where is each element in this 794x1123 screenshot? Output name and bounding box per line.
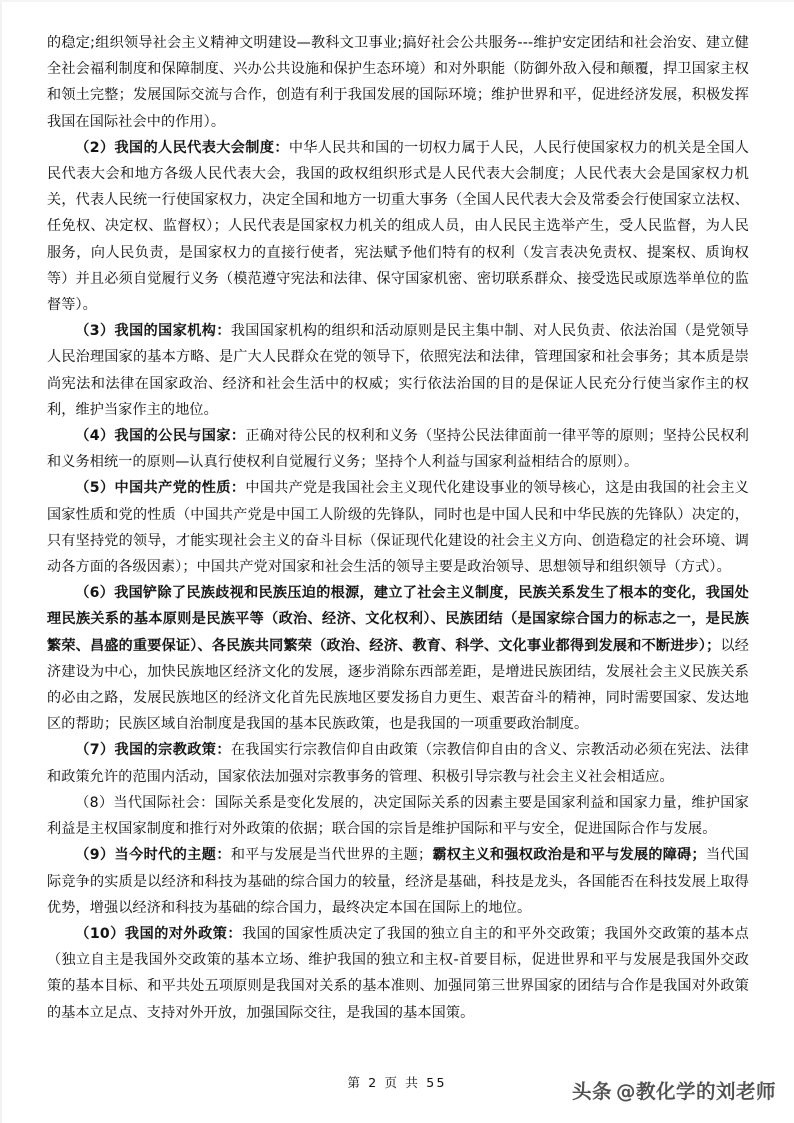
scan-edge-top	[0, 0, 794, 2]
paragraph-bold-head: （6）我国铲除了民族歧视和民族压迫的根源，建立了社会主义制度，民族关系发生了根本的变化，我国处理民族关系的基本原则是民族平等（政治、经济、文化权利）、民族团结（是国家综合国力的标志之一，是民族繁荣、昌盛的重要保证）、各民族共同繁荣（政治、经济、教育、科学、文化事业都得到发展和不断进步）；	[47, 585, 749, 654]
page-number: 第 2 页 共 55	[347, 1075, 447, 1090]
paragraph-text: 中国共产党是我国社会主义现代化建设事业的领导核心，这是由我国的社会主义国家性质和党的性质（中国共产党是中国工人阶级的先锋队，同时也是中国人民和中华民族的先锋队）决定的，只有坚持党的领导，才能实现社会主义的奋斗目标（保证现代化建设的社会主义方向、创造稳定的社会环境、调动各方面的各级因素）；中国共产党对国家和社会生活的领导主要是政治领导、思想领导和组织领导（方式）。	[47, 480, 750, 576]
paragraph-text: 正确对待公民的权利和义务（坚持公民法律面前一律平等的原则；坚持公民权利和义务相统一的原则—认真行使权利自觉履行义务；坚持个人利益与国家利益相结合的原则）。	[47, 428, 750, 471]
paragraph-lead: （4）我国的公民与国家：	[75, 428, 246, 445]
watermark-platform-label: 头条	[571, 1080, 612, 1103]
paragraph-lead: （10）我国的对外政策：	[75, 925, 243, 942]
paragraph-text: 我国国家机构的组织和活动原则是民主集中制、对人民负责、依法治国（是党领导人民治理国家的基本方略、是广大人民群众在党的领导下，依照宪法和法律，管理国家和社会事务；其本质是崇尚宪法和法律在国家政治、经济和社会生活中的权威；实行依法治国的目的是保证人民充分行使当家作主的权利，维护当家作主的地位。	[47, 323, 749, 418]
paragraph-lead: （2）我国的人民代表大会制度：	[75, 139, 289, 156]
paragraph-inline-bold: 霸权主义和强权政治是和平与发展的障碍；	[432, 847, 706, 864]
paragraph-item-2	[47, 135, 749, 318]
paragraph-item-7	[47, 737, 749, 789]
paragraph-text: 在我国实行宗教信仰自由政策（宗教信仰自由的含义、宗教活动必须在宪法、法律和政策允许的范围内活动，国家依法加强对宗教事务的管理、积极引导宗教与社会主义社会相适应。	[47, 742, 749, 785]
paragraph-lead: （7）我国的宗教政策：	[75, 742, 231, 759]
paragraph-text: 中华人民共和国的一切权力属于人民，人民行使国家权力的机关是全国人民代表大会和地方各级人民代表大会，我国的政权组织形式是人民代表大会制度；人民代表大会是国家权力机关，代表人民统一行使国家权力，决定全国和地方一切重大事务（全国人民代表大会及常委会行使国家立法权、任免权、决定权、监督权）；人民代表是国家权力机关的组成人员，由人民民主选举产生，受人民监督，为人民服务，向人民负责，是国家权力的直接行使者，宪法赋予他们特有的权利（发言表决免责权、提案权、质询权等）并且必须自觉履行义务（模范遵守宪法和法律、保守国家机密、密切联系群众、接受选民或原选举单位的监督等）。	[47, 139, 749, 314]
paragraph-item-10	[47, 921, 749, 1026]
document-body	[47, 30, 749, 1026]
watermark-author-handle: @教化学的刘老师	[615, 1080, 776, 1103]
paragraph-item-9	[47, 842, 749, 921]
paragraph-item-3	[47, 318, 749, 423]
paragraph-item-5	[47, 475, 749, 580]
paragraph-lead: （9）当今时代的主题：	[75, 847, 231, 864]
paragraph-text: 以经济建设为中心，加快民族地区经济文化的发展，逐步消除东西部差距，是增进民族团结，发展社会主义民族关系的必由之路，发展民族地区的经济文化首先民族地区要发扬自力更生、艰苦奋斗的精神，同时需要国家、发达地区的帮助；民族区域自治制度是我国的基本民族政策，也是我国的一项重要政治制度。	[47, 637, 749, 733]
paragraph-continuation	[47, 30, 749, 135]
paragraph-lead: （5）中国共产党的性质：	[75, 480, 246, 497]
paragraph-text: 我国的国家性质决定了我国的独立自主的和平外交政策；我国外交政策的基本点（独立自主是我国外交政策的基本立场、维护我国的独立和主权-首要目标，促进世界和平与发展是我国外交政策的基本目标、和平共处五项原则是我国对关系的基本准则、加强同第三世界国家的团结与合作是我国对外政策的基本立足点、支持对外开放，加强国际交往，是我国的基本国策。	[47, 925, 749, 1021]
paragraph-lead: （3）我国的国家机构：	[75, 323, 231, 340]
paragraph-item-8	[47, 790, 749, 842]
paragraph-text: 当代国际竞争的实质是以经济和科技为基础的综合国力的较量，经济是基础，科技是龙头，各国能否在科技发展上取得优势，增强以经济和科技为基础的综合国力，最终决定本国在国际上的地位。	[47, 847, 749, 916]
paragraph-text-pre: 和平与发展是当代世界的主题；	[230, 847, 433, 864]
paragraph-item-6	[47, 580, 749, 737]
scan-edge-left	[0, 0, 2, 1123]
paragraph-item-4	[47, 423, 749, 475]
paragraph-text: 国际关系是变化发展的，决定国际关系的因素主要是国家利益和国家力量，维护国家利益是主权国家制度和推行对外政策的依据；联合国的宗旨是维护国际和平与安全，促进国际合作与发展。	[47, 794, 749, 838]
watermark	[572, 1076, 776, 1104]
paragraph-lead: （8）当代国际社会：	[75, 794, 215, 811]
paragraph-text: 的稳定;组织领导社会主义精神文明建设—教科文卫事业;搞好社会公共服务---维护安定团结和社会治安、建立健全社会福利制度和保障制度、兴办公共设施和保护生态环境）和对外职能（防御外敌入侵和颠覆，捍卫国家主权和领土完整；发展国际交流与合作，创造有利于我国发展的国际环境；维护世界和平，促进经济发展，积极发挥我国在国际社会中的作用）。	[47, 35, 749, 130]
